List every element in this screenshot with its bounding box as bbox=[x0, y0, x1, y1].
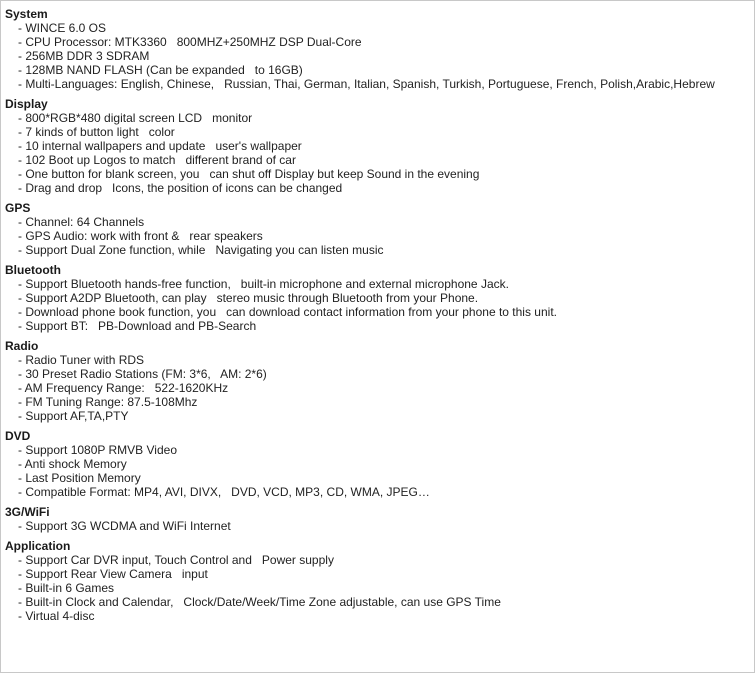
spec-item: - CPU Processor: MTK3360 800MHZ+250MHZ DSP Dual-Core bbox=[18, 35, 362, 49]
spec-item: - Support 3G WCDMA and WiFi Internet bbox=[18, 519, 231, 533]
spec-list bbox=[5, 2, 751, 629]
spec-item: - 7 kinds of button light color bbox=[18, 125, 175, 139]
spec-section-display bbox=[5, 97, 751, 195]
spec-item: - 10 internal wallpapers and update user's wallpaper bbox=[18, 139, 302, 153]
spec-item: - Support Rear View Camera input bbox=[18, 567, 208, 581]
spec-item: - 128MB NAND FLASH (Can be expanded to 16GB) bbox=[18, 63, 303, 77]
spec-item: - Support Bluetooth hands-free function, built-in microphone and external microphone Jack. bbox=[18, 277, 509, 291]
spec-item: - 800*RGB*480 digital screen LCD monitor bbox=[18, 111, 253, 125]
section-heading: Radio bbox=[5, 339, 39, 353]
spec-item: - Support BT: PB-Download and PB-Search bbox=[18, 319, 257, 333]
spec-item: - Channel: 64 Channels bbox=[18, 215, 145, 229]
spec-item: - Virtual 4-disc bbox=[18, 609, 95, 623]
spec-item: - FM Tuning Range: 87.5-108Mhz bbox=[18, 395, 198, 409]
spec-section-bluetooth bbox=[5, 263, 751, 333]
spec-item: - Support Car DVR input, Touch Control and Power supply bbox=[18, 553, 334, 567]
spec-section-system bbox=[5, 7, 751, 91]
spec-item: - Compatible Format: MP4, AVI, DIVX, DVD, VCD, MP3, CD, WMA, JPEG… bbox=[18, 485, 430, 499]
spec-item: - One button for blank screen, you can shut off Display but keep Sound in the evening bbox=[18, 167, 480, 181]
spec-item: - Download phone book function, you can download contact information from your phone to this unit. bbox=[18, 305, 557, 319]
spec-section-gps bbox=[5, 201, 751, 257]
spec-item: - Built-in 6 Games bbox=[18, 581, 115, 595]
spec-item: - AM Frequency Range: 522-1620KHz bbox=[18, 381, 229, 395]
section-heading: Display bbox=[5, 97, 48, 111]
spec-item: - 256MB DDR 3 SDRAM bbox=[18, 49, 150, 63]
spec-item: - Drag and drop Icons, the position of icons can be changed bbox=[18, 181, 343, 195]
spec-item: - 30 Preset Radio Stations (FM: 3*6, AM: 2*6) bbox=[18, 367, 267, 381]
spec-item: - WINCE 6.0 OS bbox=[18, 21, 107, 35]
section-heading: System bbox=[5, 7, 48, 21]
spec-item: - Anti shock Memory bbox=[18, 457, 127, 471]
spec-item: - 102 Boot up Logos to match different brand of car bbox=[18, 153, 296, 167]
spec-item: - Built-in Clock and Calendar, Clock/Date/Week/Time Zone adjustable, can use GPS Time bbox=[18, 595, 501, 609]
spec-section-radio bbox=[5, 339, 751, 423]
section-heading: DVD bbox=[5, 429, 31, 443]
spec-item: - GPS Audio: work with front & rear speakers bbox=[18, 229, 263, 243]
spec-section-3g-wifi bbox=[5, 505, 751, 533]
spec-section-dvd bbox=[5, 429, 751, 499]
spec-item: - Radio Tuner with RDS bbox=[18, 353, 145, 367]
spec-section-application bbox=[5, 539, 751, 623]
spec-item: - Multi-Languages: English, Chinese, Russian, Thai, German, Italian, Spanish, Turkish, Portuguese, French, Polish,Arabic,Hebrew bbox=[18, 77, 715, 91]
section-heading: Application bbox=[5, 539, 71, 553]
spec-item: - Support A2DP Bluetooth, can play stereo music through Bluetooth from your Phone. bbox=[18, 291, 479, 305]
spec-item: - Support AF,TA,PTY bbox=[18, 409, 129, 423]
spec-item: - Last Position Memory bbox=[18, 471, 141, 485]
section-heading: 3G/WiFi bbox=[5, 505, 50, 519]
section-heading: GPS bbox=[5, 201, 31, 215]
spec-item: - Support Dual Zone function, while Navigating you can listen music bbox=[18, 243, 384, 257]
spec-item: - Support 1080P RMVB Video bbox=[18, 443, 177, 457]
section-heading: Bluetooth bbox=[5, 263, 61, 277]
